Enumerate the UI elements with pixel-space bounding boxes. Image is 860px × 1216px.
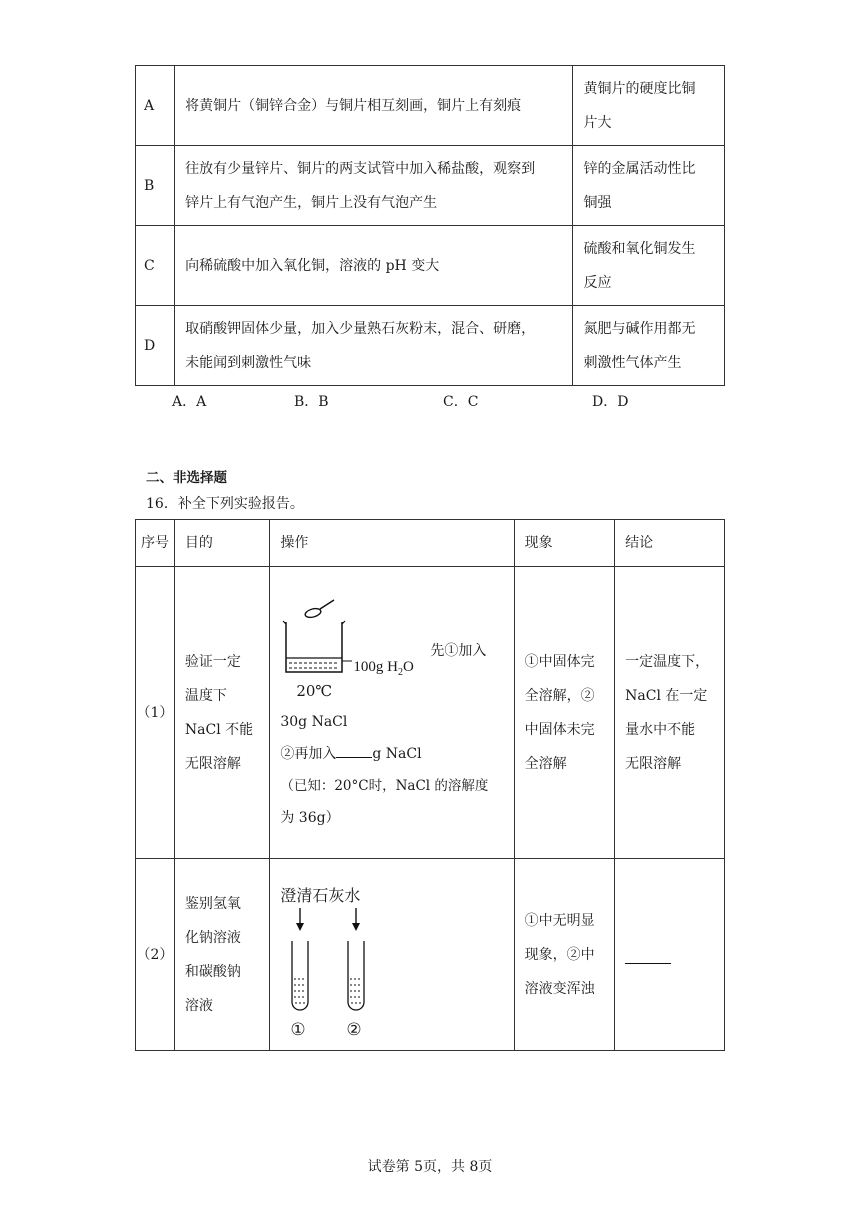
- purpose-line: 化钠溶液: [184, 929, 241, 946]
- header-purpose: 目的: [174, 520, 269, 567]
- phenomenon-line: 溶液变浑浊: [524, 980, 595, 997]
- purpose-line: 无限溶解: [184, 755, 241, 772]
- conclusion-cell: [615, 859, 725, 1051]
- tube-1-label: ①: [290, 1019, 306, 1040]
- operation-cell: 将黄铜片（铜锌合金）与铜片相互刻画，铜片上有刻痕: [175, 66, 573, 146]
- operation-line: 为 36g）: [280, 809, 340, 826]
- section-title: 二、非选择题: [146, 470, 227, 486]
- conclusion-line: 无限溶解: [625, 755, 682, 772]
- table-row: [136, 859, 725, 1051]
- phenomenon-line: 中固体未完: [524, 721, 595, 738]
- conclusion-cell: [573, 306, 725, 386]
- header-index: 序号: [136, 520, 175, 567]
- answer-options: [0, 391, 860, 413]
- test-tubes-icon: [280, 905, 390, 1025]
- option-d[interactable]: D．D: [592, 394, 629, 410]
- fill-blank[interactable]: [336, 741, 372, 758]
- phenomenon-line: ①中无明显: [524, 912, 595, 929]
- phenomenon-line: ①中固体完: [524, 653, 595, 670]
- phenomenon-line: 现象，②中: [524, 946, 595, 963]
- operation-text: [280, 706, 503, 834]
- operation-line: 往放有少量锌片、铜片的两支试管中加入稀盐酸，观察到: [185, 160, 536, 177]
- experiment-report-table: [135, 519, 725, 1051]
- conclusion-line: 铜强: [583, 194, 612, 211]
- phenomenon-cell: [514, 567, 615, 859]
- operation-line: 锌片上有气泡产生，铜片上没有气泡产生: [185, 194, 438, 211]
- option-a[interactable]: A．A: [172, 394, 207, 410]
- operation-cell: 向稀硫酸中加入氧化铜，溶液的 pH 变大: [175, 226, 573, 306]
- operation-line: 取硝酸钾固体少量，加入少量熟石灰粉末，混合、研磨，: [185, 320, 536, 337]
- conclusion-line: 反应: [583, 274, 612, 291]
- purpose-cell: [174, 859, 269, 1051]
- phenomenon-line: 全溶解: [524, 755, 567, 772]
- phenomenon-cell: [514, 859, 615, 1051]
- table-row: [136, 66, 725, 146]
- row-label: B: [136, 146, 175, 226]
- conclusion-cell: [573, 66, 725, 146]
- options-table: [135, 65, 725, 386]
- conclusion-line: 锌的金属活动性比: [583, 160, 696, 177]
- purpose-line: 验证一定: [184, 653, 241, 670]
- conclusion-cell: [573, 226, 725, 306]
- operation-cell: [270, 567, 514, 859]
- table-row: [136, 567, 725, 859]
- row-label: A: [136, 66, 175, 146]
- temperature-label: 20℃: [296, 681, 333, 700]
- table-row: [136, 146, 725, 226]
- table-header-row: [136, 520, 725, 567]
- water-label: 100g $H_2O$: [353, 658, 414, 678]
- conclusion-cell: [573, 146, 725, 226]
- conclusion-line: 硫酸和氧化铜发生: [583, 240, 696, 257]
- conclusion-line: 氮肥与碱作用都无: [583, 320, 696, 337]
- operation-line: 30g NaCl: [280, 713, 348, 730]
- conclusion-line: 黄铜片的硬度比铜: [583, 80, 696, 97]
- purpose-line: 溶液: [184, 997, 213, 1014]
- header-operation: 操作: [270, 520, 514, 567]
- beaker-figure: [280, 592, 503, 710]
- purpose-line: 鉴别氢氧: [184, 895, 241, 912]
- phenomenon-line: 全溶解，②: [524, 687, 595, 704]
- conclusion-line: 刺激性气体产生: [583, 354, 682, 371]
- conclusion-cell: [615, 567, 725, 859]
- purpose-cell: [174, 567, 269, 859]
- conclusion-line: NaCl 在一定: [625, 687, 708, 704]
- header-phenomenon: 现象: [514, 520, 615, 567]
- row-label: C: [136, 226, 175, 306]
- table-row: [136, 306, 725, 386]
- purpose-line: NaCl 不能: [184, 721, 254, 738]
- operation-cell: [175, 146, 573, 226]
- question-stem: 16．补全下列实验报告。: [146, 496, 304, 512]
- header-conclusion: 结论: [615, 520, 725, 567]
- purpose-line: 温度下: [184, 687, 227, 704]
- conclusion-line: 一定温度下，: [625, 653, 710, 670]
- operation-line-blank: ②再加入 g NaCl: [280, 738, 503, 770]
- operation-line: （已知：20°C时，NaCl 的溶解度: [280, 777, 489, 794]
- tube-2-label: ②: [346, 1019, 362, 1040]
- option-c[interactable]: C．C: [443, 394, 479, 410]
- page-footer: 试卷第 5页，共 8页: [367, 1159, 493, 1175]
- conclusion-line: 量水中不能: [625, 721, 696, 738]
- table-row: [136, 226, 725, 306]
- operation-cell: [175, 306, 573, 386]
- row-index: （1）: [136, 567, 175, 859]
- reagent-label: 澄清石灰水: [280, 885, 361, 905]
- test-tube-figure: [280, 867, 503, 1043]
- option-b[interactable]: B．B: [294, 394, 329, 410]
- first-add-label: 先①加入: [430, 642, 487, 659]
- row-label: D: [136, 306, 175, 386]
- row-index: （2）: [136, 859, 175, 1051]
- operation-cell: [270, 859, 514, 1051]
- purpose-line: 和碳酸钠: [184, 963, 241, 980]
- conclusion-line: 片大: [583, 114, 612, 131]
- answer-blank[interactable]: [625, 945, 671, 964]
- operation-line: 未能闻到刺激性气味: [185, 354, 312, 371]
